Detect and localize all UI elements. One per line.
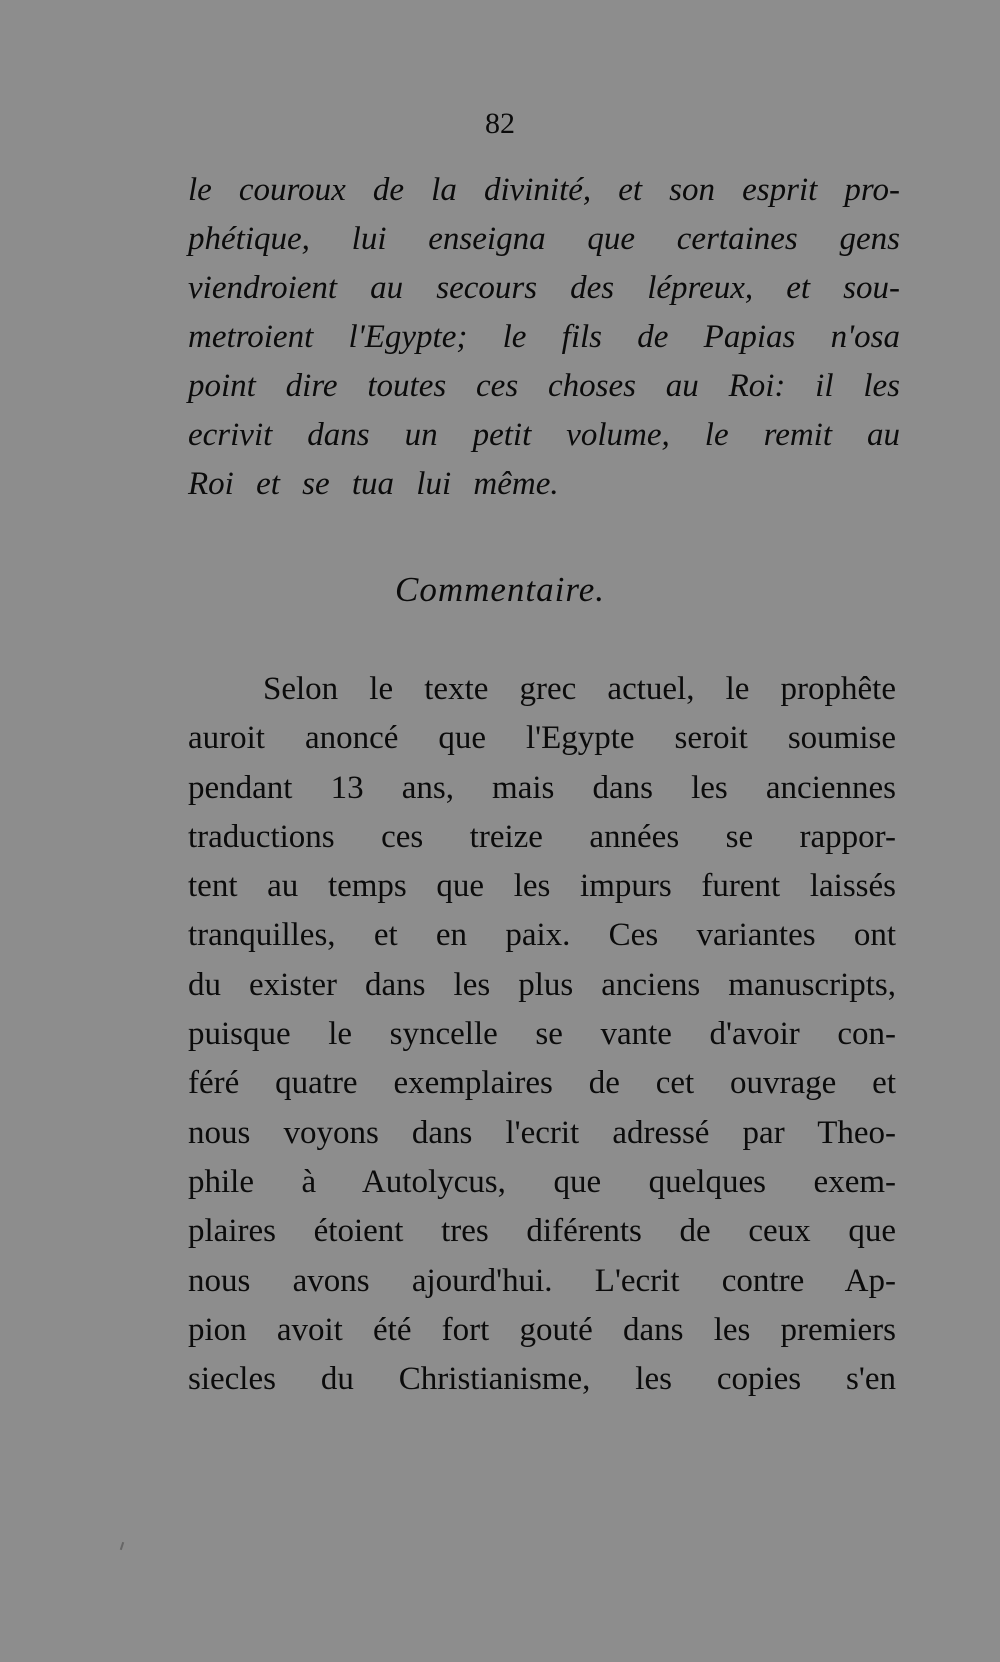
body-line: nous voyons dans l'ecrit adressé par Theo-	[188, 1114, 896, 1151]
body-line: Selon le texte grec actuel, le prophête	[263, 671, 896, 707]
page-number: 82	[485, 107, 515, 140]
body-line: tranquilles, et en paix. Ces variantes ont	[188, 917, 896, 954]
margin-speck	[120, 1542, 124, 1550]
body-line: auroit anoncé que l'Egypte seroit soumise	[188, 720, 896, 757]
italic-line: Roi et se tua lui même.	[188, 466, 559, 502]
body-line: nous avons ajourd'hui. L'ecrit contre Ap-	[188, 1262, 896, 1299]
body-line: traductions ces treize années se rappor-	[188, 818, 896, 855]
section-heading: Commentaire.	[395, 570, 605, 609]
body-line: plaires étoient tres diférents de ceux que	[188, 1213, 896, 1250]
body-line: du exister dans les plus anciens manuscripts,	[188, 966, 896, 1003]
italic-quoted-passage	[188, 166, 900, 509]
commentary-paragraph	[188, 665, 896, 1404]
body-line: tent au temps que les impurs furent laissés	[188, 868, 896, 905]
body-line: féré quatre exemplaires de cet ouvrage et	[188, 1065, 896, 1102]
italic-line: ecrivit dans un petit volume, le remit au	[188, 417, 900, 453]
italic-line: metroient l'Egypte; le fils de Papias n'osa	[188, 319, 900, 355]
italic-line: le couroux de la divinité, et son esprit pro-	[188, 172, 900, 208]
body-line: siecles du Christianisme, les copies s'en	[188, 1361, 896, 1398]
italic-line: viendroient au secours des lépreux, et sou-	[188, 270, 900, 306]
body-line: pendant 13 ans, mais dans les anciennes	[188, 769, 896, 806]
body-line: phile à Autolycus, que quelques exem-	[188, 1163, 896, 1200]
italic-line: point dire toutes ces choses au Roi: il les	[188, 368, 900, 404]
body-line: puisque le syncelle se vante d'avoir con-	[188, 1016, 896, 1053]
body-line: pion avoit été fort gouté dans les premiers	[188, 1311, 896, 1348]
italic-line: phétique, lui enseigna que certaines gens	[188, 221, 900, 257]
